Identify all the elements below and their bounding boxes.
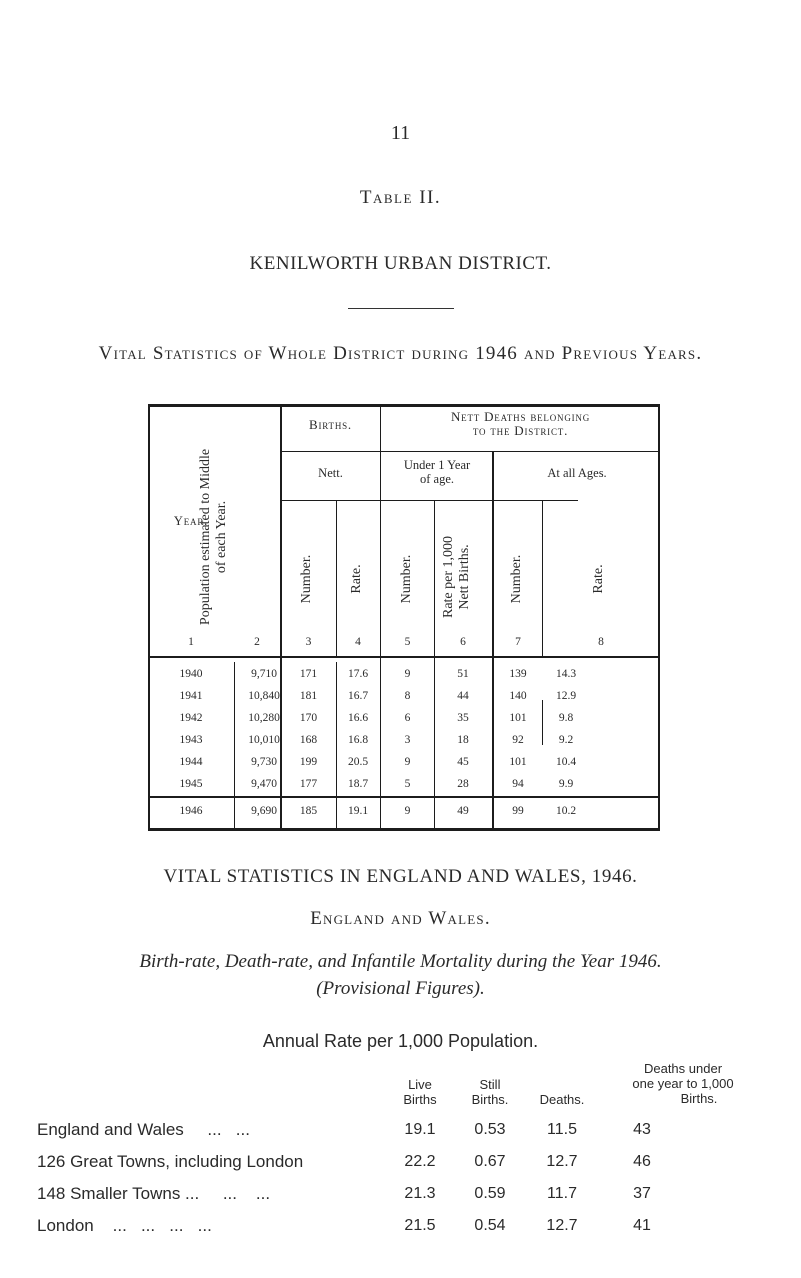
row-infant: 46 [633, 1153, 651, 1170]
cell-infant-number: 8 [404, 690, 411, 702]
cell-year: 1940 [179, 668, 203, 680]
row-deaths: 11.7 [547, 1185, 577, 1202]
colnum-6: 6 [460, 636, 466, 648]
row-live: 22.2 [404, 1153, 436, 1170]
row-deaths: 12.7 [546, 1217, 578, 1234]
description-line-2: (Provisional Figures). [316, 978, 485, 999]
table-row [148, 756, 660, 774]
annual-rate-caption: Annual Rate per 1,000 Population. [262, 1031, 539, 1051]
colhead-still-births [450, 1077, 530, 1107]
cell-infant-number: 9 [404, 805, 411, 817]
cell-year: 1942 [179, 712, 203, 724]
header-nett-deaths-line2: to the District. [472, 423, 569, 438]
cell-year: 1946 [179, 805, 203, 817]
cell-population: 10,010 [248, 734, 280, 746]
table-row [148, 668, 660, 686]
cell-population: 9,710 [251, 668, 277, 680]
table-row [148, 712, 660, 730]
header-deaths-number: Number. [509, 554, 524, 604]
header-under-1-year [381, 458, 493, 486]
table-row [148, 690, 660, 708]
cell-births-rate: 18.7 [347, 778, 369, 790]
cell-infant-rate: 49 [457, 805, 469, 817]
row-still: 0.59 [474, 1185, 506, 1202]
cell-infant-number: 9 [404, 668, 411, 680]
cell-infant-number: 3 [404, 734, 411, 746]
page-number: 11 [390, 122, 411, 144]
header-at-all-ages: At all Ages. [547, 466, 607, 480]
england-wales-description [20, 948, 781, 1002]
cell-year: 1944 [179, 756, 203, 768]
cell-infant-rate: 44 [457, 690, 469, 702]
header-infant-rate-line1: Rate per 1,000 [441, 535, 456, 619]
cell-births-rate: 20.5 [347, 756, 369, 768]
colhead-live-births-line1: Live [408, 1077, 432, 1092]
colnum-3: 3 [305, 636, 312, 648]
row-label: 126 Great Towns, including London [37, 1152, 304, 1171]
header-infant-number: Number. [399, 554, 414, 604]
cell-deaths-number: 92 [512, 734, 524, 746]
row-infant: 37 [633, 1185, 651, 1202]
header-nett: Nett. [318, 466, 343, 480]
cell-deaths-rate: 9.2 [558, 734, 574, 746]
cell-population: 10,840 [248, 690, 280, 702]
cell-deaths-rate: 10.4 [555, 756, 577, 768]
header-infant-rate [441, 512, 475, 642]
row-deaths: 12.7 [546, 1153, 578, 1170]
cell-births-rate: 16.7 [347, 690, 369, 702]
row-infant: 43 [633, 1121, 651, 1138]
cell-deaths-number: 101 [509, 712, 527, 724]
header-under-1-year-line1: Under 1 Year [403, 458, 471, 472]
cell-births-number: 170 [299, 712, 318, 724]
header-nett-deaths [381, 410, 660, 438]
header-births-rate: Rate. [349, 564, 364, 594]
cell-year: 1945 [179, 778, 203, 790]
table-row [148, 734, 660, 752]
header-population-line1: Population estimated to Middle [198, 448, 213, 626]
cell-deaths-rate: 9.9 [558, 778, 574, 790]
cell-births-rate: 17.6 [347, 668, 369, 680]
cell-infant-number: 5 [404, 778, 411, 790]
colhead-still-births-line2: Births. [471, 1092, 509, 1107]
vital-statistics-title: Vital Statistics of Whole District during 1946 and Previous Years. [98, 343, 703, 364]
cell-population: 9,730 [251, 756, 277, 768]
cell-deaths-rate: 9.8 [558, 712, 574, 724]
colhead-live-births [380, 1077, 460, 1107]
cell-infant-rate: 28 [457, 778, 469, 790]
cell-deaths-number: 101 [509, 756, 527, 768]
row-label: 148 Smaller Towns ... ... ... [37, 1184, 271, 1203]
cell-births-rate: 16.6 [347, 712, 369, 724]
header-under-1-year-line2: of age. [419, 472, 454, 486]
cell-infant-rate: 35 [457, 712, 469, 724]
cell-births-number: 177 [299, 778, 318, 790]
description-line-1: Birth-rate, Death-rate, and Infantile Mortality during the Year 1946. [139, 951, 662, 972]
england-wales-heading: VITAL STATISTICS IN ENGLAND AND WALES, 1946. [163, 866, 638, 887]
separator-line [348, 308, 454, 309]
cell-deaths-number: 94 [512, 778, 524, 790]
cell-births-number: 185 [299, 805, 318, 817]
header-bottom-rule [148, 656, 660, 658]
colhead-deaths-under-1-line1: Deaths under [643, 1061, 723, 1076]
row-still: 0.53 [474, 1121, 506, 1138]
row-live: 19.1 [404, 1121, 436, 1138]
cell-population: 9,690 [251, 805, 277, 817]
cell-infant-number: 6 [404, 712, 411, 724]
row-still: 0.67 [474, 1153, 506, 1170]
row-infant: 41 [633, 1217, 651, 1234]
cell-year: 1941 [179, 690, 203, 702]
cell-births-rate: 19.1 [347, 805, 369, 817]
vital-statistics-table [148, 404, 660, 831]
cell-deaths-rate: 14.3 [555, 668, 577, 680]
cell-births-rate: 16.8 [347, 734, 369, 746]
cell-births-number: 199 [299, 756, 318, 768]
header-year: Year. [173, 514, 209, 528]
header-deaths-rate: Rate. [591, 564, 606, 594]
births-number-rate-divider [336, 500, 337, 656]
cell-infant-rate: 51 [457, 668, 469, 680]
row-deaths: 11.5 [547, 1121, 577, 1138]
cell-deaths-rate: 12.9 [555, 690, 577, 702]
row-still: 0.54 [474, 1217, 506, 1234]
colhead-deaths-under-1-line3: Births. [680, 1091, 718, 1106]
colhead-deaths-under-1-line2: one year to 1,000 [632, 1076, 734, 1091]
district-title: KENILWORTH URBAN DISTRICT. [249, 253, 552, 274]
cell-population: 9,470 [251, 778, 277, 790]
header-infant-rate-line2: Nett Births. [457, 544, 472, 610]
cell-births-number: 168 [299, 734, 318, 746]
colnum-4: 4 [355, 636, 361, 648]
colhead-live-births-line2: Births [403, 1092, 437, 1107]
header-nett-deaths-line1: Nett Deaths belonging [450, 409, 591, 424]
row-live: 21.3 [404, 1185, 436, 1202]
table-bottom-rule [148, 828, 660, 831]
table-top-rule [148, 404, 660, 407]
colnum-2: 2 [254, 636, 260, 648]
header-population [198, 427, 234, 647]
cell-deaths-rate: 10.2 [555, 805, 577, 817]
cell-year: 1943 [179, 734, 203, 746]
england-wales-subheading: England and Wales. [310, 908, 491, 929]
under1-rule [381, 500, 494, 501]
allages-rule [494, 500, 578, 501]
colhead-deaths-under-1 [585, 1061, 781, 1106]
cell-infant-rate: 18 [457, 734, 469, 746]
cell-deaths-number: 99 [512, 805, 524, 817]
table-row [148, 778, 660, 796]
colhead-still-births-line1: Still [479, 1077, 501, 1092]
table-row [148, 805, 660, 823]
cell-population: 10,280 [248, 712, 280, 724]
header-births: Births. [309, 417, 352, 432]
header-births-number: Number. [299, 554, 314, 604]
colnum-7: 7 [515, 636, 521, 648]
colnum-8: 8 [598, 636, 604, 648]
colhead-deaths: Deaths. [539, 1092, 585, 1107]
row-label: England and Wales ... ... [37, 1120, 250, 1139]
cell-births-number: 171 [299, 668, 318, 680]
cell-infant-number: 9 [404, 756, 411, 768]
row-label: London ... ... ... ... [37, 1216, 212, 1235]
header-population-line2: of each Year. [214, 500, 229, 574]
cell-births-number: 181 [299, 690, 318, 702]
nett-births-rule [281, 500, 380, 501]
colnum-1: 1 [188, 636, 194, 648]
last-row-rule [148, 796, 660, 798]
cell-infant-rate: 45 [457, 756, 469, 768]
row-live: 21.5 [404, 1217, 436, 1234]
table-title: Table II. [359, 187, 442, 208]
subheader-rule [280, 451, 660, 452]
colnum-5: 5 [404, 636, 411, 648]
cell-deaths-number: 140 [509, 690, 527, 702]
cell-deaths-number: 139 [509, 668, 527, 680]
allages-number-rate-divider [542, 500, 543, 656]
